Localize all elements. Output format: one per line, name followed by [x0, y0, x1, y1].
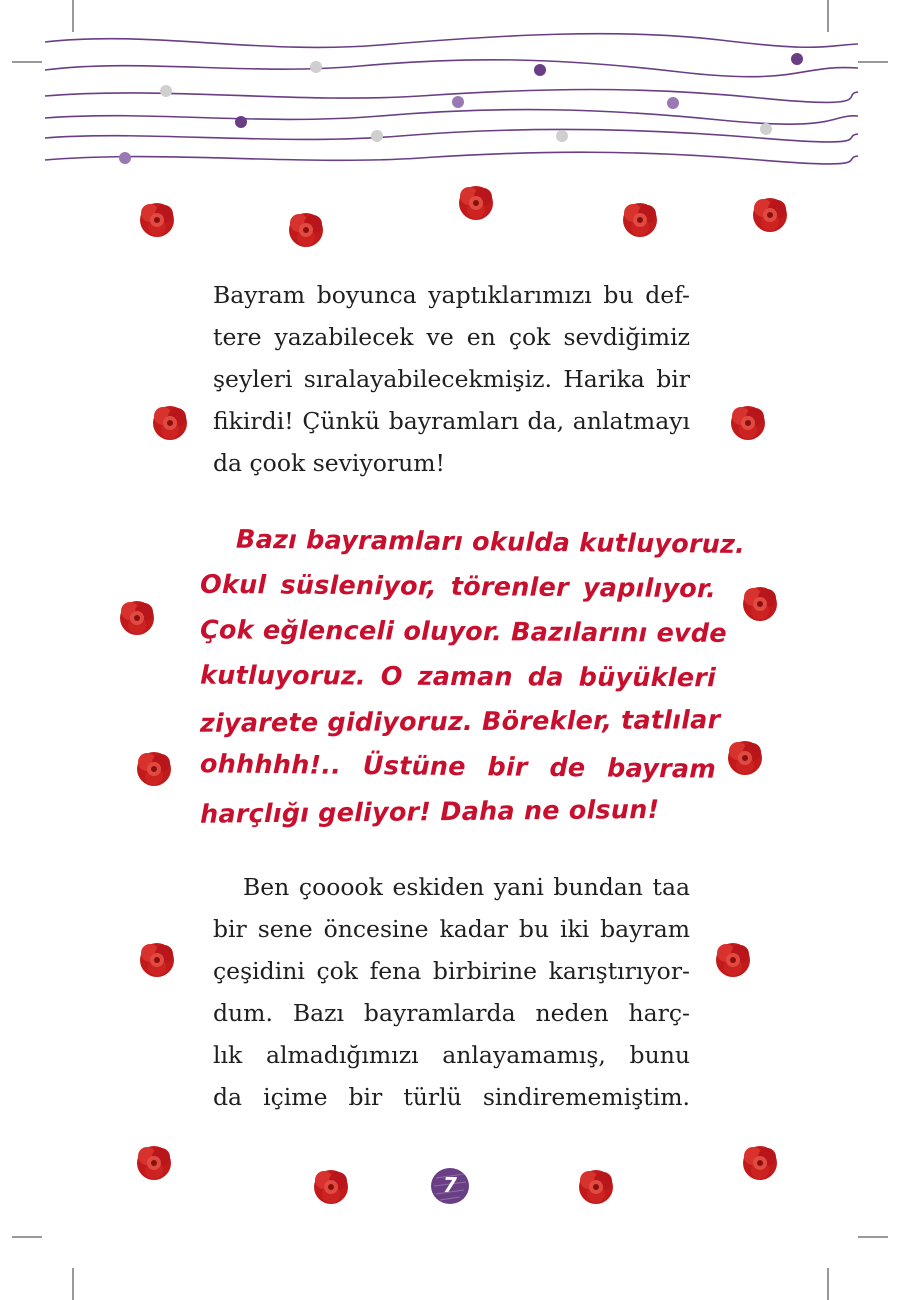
rose-flower-icon	[743, 1146, 777, 1180]
text-line: dum. Bazı bayramlarda neden harç-	[213, 999, 690, 1027]
text-line: Bayram boyunca yaptıklarımızı bu def-	[213, 281, 690, 309]
page-number-text: 7	[443, 1173, 457, 1197]
handwritten-line: ohhhhh!.. Üstüne bir de bayram	[199, 749, 717, 785]
handwritten-line: kutluyoruz. O zaman da büyükleri	[199, 660, 717, 694]
rose-flower-icon	[140, 943, 174, 977]
handwritten-line: Okul süsleniyor, törenler yapılıyor.	[199, 569, 717, 605]
text-line: da çook seviyorum!	[213, 449, 445, 477]
rose-flower-icon	[623, 203, 657, 237]
rose-flower-icon	[153, 406, 187, 440]
rose-flower-icon	[289, 213, 323, 247]
rose-flower-icon	[314, 1170, 348, 1204]
handwritten-note	[199, 520, 746, 835]
rose-flower-icon	[731, 406, 765, 440]
text-line: çeşidini çok fena birbirine karıştırıyor-	[213, 957, 690, 985]
paragraph-memory	[213, 866, 690, 1118]
rose-flower-icon	[140, 203, 174, 237]
handwritten-line: harçlığı geliyor! Daha ne olsun!	[199, 794, 660, 830]
rose-flower-icon	[716, 943, 750, 977]
rose-flower-icon	[137, 752, 171, 786]
rose-flower-icon	[137, 1146, 171, 1180]
rose-flower-icon	[120, 601, 154, 635]
rose-flower-icon	[753, 198, 787, 232]
paragraph-intro	[213, 274, 690, 484]
page-number	[428, 1164, 472, 1208]
text-line: şeyleri sıralayabilecekmişiz. Harika bir	[213, 365, 690, 393]
rose-flower-icon	[728, 741, 762, 775]
handwritten-line: Bazı bayramları okulda kutluyoruz.	[235, 524, 746, 561]
text-line: fikirdi! Çünkü bayramları da, anlatmayı	[213, 407, 690, 435]
rose-flower-icon	[459, 186, 493, 220]
handwritten-line: ziyarete gidiyoruz. Börekler, tatlılar	[199, 705, 721, 739]
text-line: lık almadığımızı anlayamamış, bunu	[213, 1041, 690, 1069]
handwritten-line: Çok eğlenceli oluyor. Bazılarını evde	[199, 615, 727, 649]
text-line: da içime bir türlü sindirememiştim.	[213, 1083, 690, 1111]
text-line: bir sene öncesine kadar bu iki bayram	[213, 915, 690, 943]
text-line: tere yazabilecek ve en çok sevdiğimiz	[213, 323, 690, 351]
text-line: Ben çooook eskiden yani bundan taa	[243, 873, 690, 901]
rose-flower-icon	[579, 1170, 613, 1204]
rose-flower-icon	[743, 587, 777, 621]
